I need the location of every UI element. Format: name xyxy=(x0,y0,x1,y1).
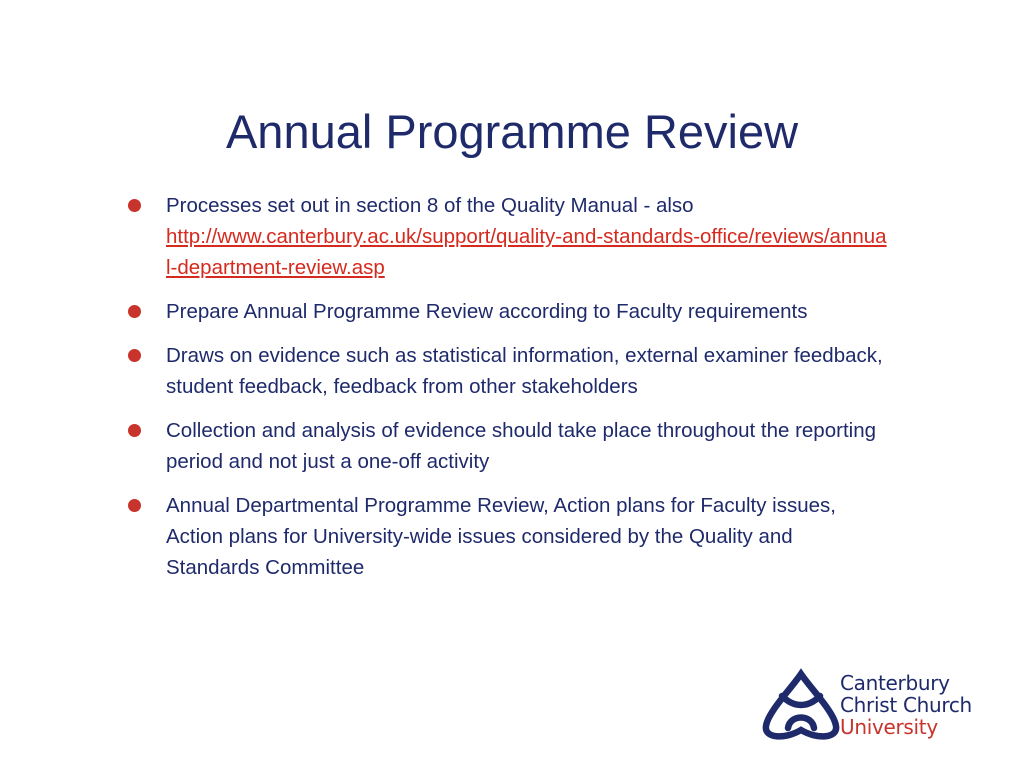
bullet-item xyxy=(128,340,888,402)
bullet-item xyxy=(128,415,888,477)
bullet-text: Draws on evidence such as statistical information, external examiner feedback, student feedback, feedback from other stakeholders xyxy=(166,344,883,398)
bullet-text: Prepare Annual Programme Review according to Faculty requirements xyxy=(166,300,808,323)
university-logo xyxy=(760,668,1000,744)
logo-line-canterbury: Canterbury xyxy=(840,671,950,695)
bullet-list xyxy=(128,190,888,596)
slide-title: Annual Programme Review xyxy=(225,105,799,158)
bullet-text: Annual Departmental Programme Review, Action plans for Faculty issues, Action plans for University-wide issues considered by the Quality and Standards Committee xyxy=(166,494,836,579)
bullet-text: Collection and analysis of evidence should take place throughout the reporting period and not just a one-off activity xyxy=(166,419,876,473)
bullet-item xyxy=(128,296,888,327)
bullet-text: Processes set out in section 8 of the Quality Manual - also xyxy=(166,194,694,217)
logo-line-university: University xyxy=(840,715,938,739)
bullet-dot-icon xyxy=(128,305,141,318)
bullet-item xyxy=(128,190,888,283)
logo-wordmark xyxy=(840,672,972,738)
bullet-dot-icon xyxy=(128,499,141,512)
bullet-dot-icon xyxy=(128,424,141,437)
quality-manual-link[interactable]: http://www.canterbury.ac.uk/support/quality-and-standards-office/reviews/annual-department-review.asp xyxy=(166,225,887,279)
bullet-dot-icon xyxy=(128,349,141,362)
logo-line-christ-church: Christ Church xyxy=(840,693,972,717)
trinity-knot-icon xyxy=(760,668,842,744)
bullet-item xyxy=(128,490,888,583)
bullet-dot-icon xyxy=(128,199,141,212)
